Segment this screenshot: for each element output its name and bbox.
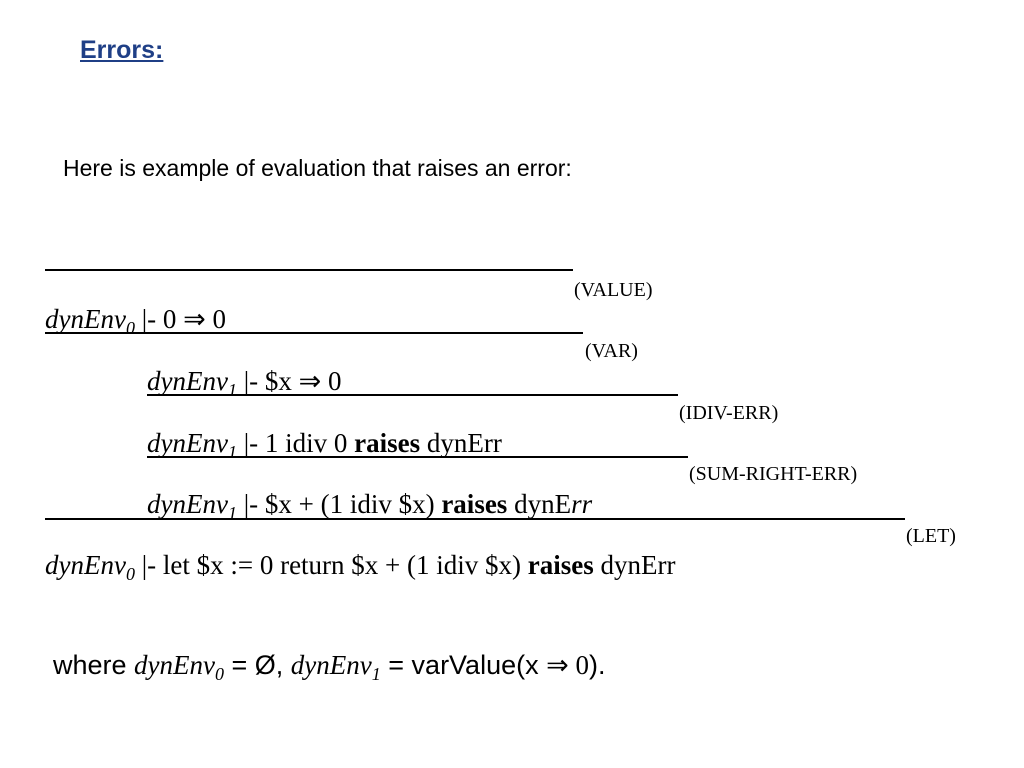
var-value-call: varValue(x: [411, 650, 547, 680]
env-name: dynEnv: [147, 489, 228, 519]
judgement-text: |- 1 idiv 0: [236, 428, 355, 458]
env-subscript: 0: [125, 564, 135, 584]
closing-paren: ).: [588, 650, 606, 680]
env-name: dynEnv: [45, 304, 126, 334]
where-clause: [53, 652, 605, 683]
where-word: where: [53, 650, 135, 680]
rule-name-idiv-err: (IDIV-ERR): [679, 402, 779, 424]
inference-rule-line: [45, 518, 905, 520]
judgement-text: dynErr: [420, 428, 502, 458]
rule-name-var: (VAR): [585, 340, 638, 362]
judgement-text: dynE: [507, 489, 572, 519]
inference-rule-line: [147, 456, 688, 458]
rule-name-value: (VALUE): [574, 279, 653, 301]
judgement-text: |- 0 ⇒ 0: [134, 304, 226, 334]
judgement-text: |- $x ⇒ 0: [236, 366, 342, 396]
env-name: dynEnv: [290, 650, 372, 680]
raises-keyword: raises: [354, 428, 421, 458]
env-subscript: 0: [125, 318, 135, 338]
env-subscript: 1: [227, 503, 237, 523]
inference-rule-line: [45, 269, 573, 271]
env-name: dynEnv: [45, 550, 126, 580]
inference-rule-line: [147, 394, 678, 396]
judgement-text: dynErr: [593, 550, 676, 580]
judgement-line-5: [45, 552, 675, 583]
env-name: dynEnv: [147, 428, 228, 458]
rule-name-let: (LET): [906, 525, 956, 547]
judgement-text: |- $x + (1 idiv $x): [236, 489, 442, 519]
raises-keyword: raises: [527, 550, 594, 580]
inference-rule-line: [45, 332, 583, 334]
equals-sign: =: [380, 650, 412, 680]
env-subscript: 1: [227, 380, 237, 400]
empty-set-definition: = Ø,: [224, 650, 291, 680]
env-subscript: 0: [215, 664, 225, 684]
rule-name-sum-right-err: (SUM-RIGHT-ERR): [689, 463, 858, 485]
raises-keyword: raises: [441, 489, 508, 519]
slide-title: Errors:: [80, 36, 164, 64]
env-subscript: 1: [371, 664, 381, 684]
intro-text: Here is example of evaluation that raises an error:: [63, 155, 572, 181]
env-name: dynEnv: [147, 366, 228, 396]
env-name: dynEnv: [134, 650, 216, 680]
judgement-text: |- let $x := 0 return $x + (1 idiv $x): [134, 550, 528, 580]
judgement-text: rr: [571, 489, 593, 519]
arrow-zero: ⇒ 0: [546, 650, 589, 680]
env-subscript: 1: [227, 442, 237, 462]
